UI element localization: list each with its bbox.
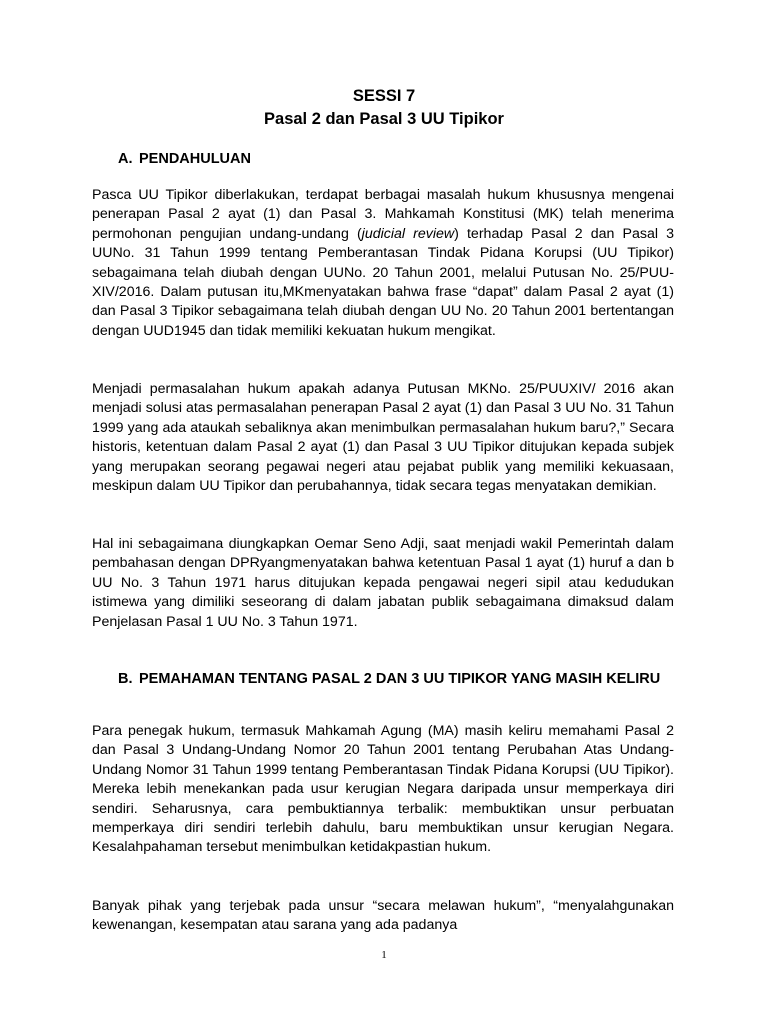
paragraph-1-italic: judicial review <box>361 225 455 242</box>
section-b-heading <box>118 669 674 711</box>
section-b-letter: B. <box>118 671 133 687</box>
session-title: SESSI 7 <box>352 87 416 105</box>
section-a-title: PENDAHULUAN <box>139 151 251 167</box>
paragraph-1 <box>92 186 674 341</box>
paragraph-4: Para penegak hukum, termasuk Mahkamah Agung (MA) masih keliru memahami Pasal 2 dan Pasal 3 Undang-Undang Nomor 20 Tahun 2001 tentang Perubahan Atas Undang-Undang Nomor 31 Tahun 1999 tentang Pemberantasan Tindak Pidana Korupsi (UU Tipikor). Mereka lebih menekankan pada usur kerugian Negara daripada unsur memperkaya diri sendiri. Seharusnya, cara pembuktiannya terbalik: membuktikan unsur perbuatan memperkaya diri sendiri terlebih dahulu, baru membuktikan unsur kerugian Negara. Kesalahpahaman tersebut menimbulkan ketidakpastian hukum. <box>92 723 674 856</box>
section-a-letter: A. <box>118 151 133 167</box>
page-number: 1 <box>381 949 387 961</box>
section-b-title: PEMAHAMAN TENTANG PASAL 2 DAN 3 UU TIPIKOR YANG MASIH KELIRU <box>139 671 661 687</box>
paragraph-1-part-1: Pasca UU Tipikor diberlakukan, terdapat berbagai masalah hukum khususnya mengenai penerapan Pasal 2 ayat (1) dan Pasal 3. Mahkamah Konstitusi (MK) telah menerima permohonan pengujian undang-undang ( <box>92 187 674 242</box>
document-subtitle: Pasal 2 dan Pasal 3 UU Tipikor <box>264 110 504 128</box>
paragraph-2: Menjadi permasalahan hukum apakah adanya Putusan MKNo. 25/PUUXIV/ 2016 akan menjadi solusi atas permasalahan penerapan Pasal 2 ayat (1) dan Pasal 3 UU No. 31 Tahun 1999 yang ada ataukah sebaliknya akan menimbulkan permasalahan hukum baru?,” Secara historis, ketentuan dalam Pasal 2 ayat (1) dan Pasal 3 UU Tipikor ditujukan kepada subjek yang merupakan seorang pegawai negeri atau pejabat publik yang memiliki kekuasaan, meskipun dalam UU Tipikor dan perubahannya, tidak secara tegas menyatakan demikian. <box>92 381 674 495</box>
paragraph-1-part-2: ) terhadap Pasal 2 dan Pasal 3 UUNo. 31 Tahun 1999 tentang Pemberantasan Tindak Pidana Korupsi (UU Tipikor) sebagaimana telah diubah dengan UUNo. 20 Tahun 2001, melalui Putusan No. 25/PUU-XIV/2016. Dalam putusan itu,MKmenyatakan bahwa frase “dapat” dalam Pasal 2 ayat (1) dan Pasal 3 Tipikor sebagaimana telah diubah dengan UU No. 20 Tahun 2001 bertentangan dengan UUD1945 dan tidak memiliki kekuatan hukum mengikat. <box>92 225 674 339</box>
paragraph-5: Banyak pihak yang terjebak pada unsur “secara melawan hukum”, “menyalahgunakan kewenangan, kesempatan atau sarana yang ada padanya <box>92 898 674 934</box>
paragraph-3: Hal ini sebagaimana diungkapkan Oemar Seno Adji, saat menjadi wakil Pemerintah dalam pembahasan dengan DPRyangmenyatakan bahwa ketentuan Pasal 1 ayat (1) huruf a dan b UU No. 3 Tahun 1971 harus ditujukan kepada pengawai negeri sipil atau kedudukan istimewa yang dimiliki seseorang di dalam jabatan publik sebagaimana dimaksud dalam Penjelasan Pasal 1 UU No. 3 Tahun 1971. <box>92 536 674 630</box>
